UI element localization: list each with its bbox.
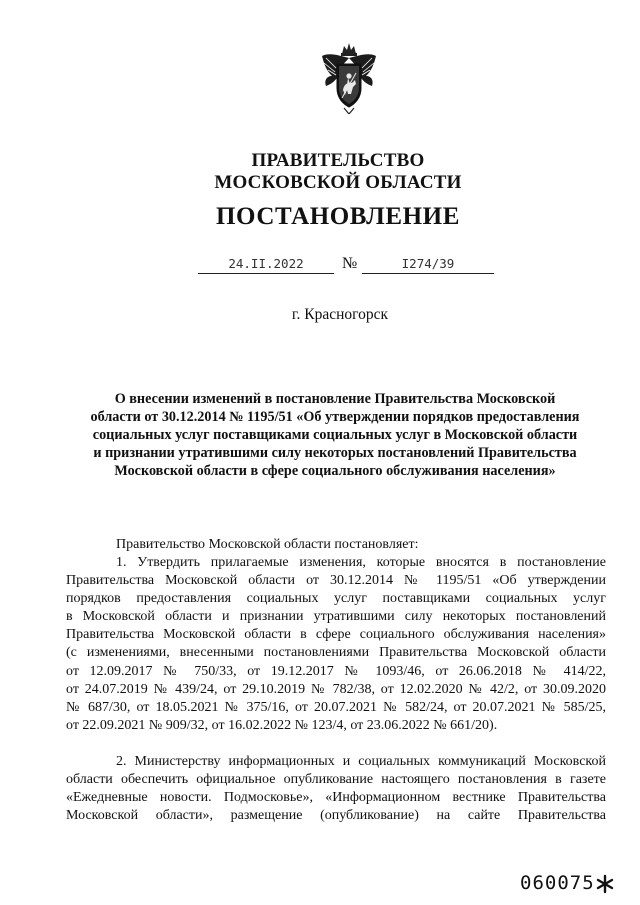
number-sign: № xyxy=(342,255,358,272)
paragraph-line: от 24.07.2019 № 439/24, от 29.10.2019 № 782/38, от 12.02.2020 № 42/2, от 30.09.2020 xyxy=(66,681,606,697)
serial-number: 060075 xyxy=(520,872,595,894)
paragraph-line: области обеспечить официальное опубликование настоящего постановления в газете xyxy=(66,772,606,788)
number-underline xyxy=(362,273,494,274)
city-label: г. Красногорск xyxy=(291,306,389,323)
paragraph-line: в Московской области и признании утратившими силу некоторых постановлений xyxy=(66,609,606,625)
title-line: социальных услуг поставщиками социальных услуг в Московской области xyxy=(92,427,578,443)
paragraph-line: 1. Утвердить прилагаемые изменения, которые вносятся в постановление xyxy=(116,555,606,570)
document-type-heading: ПОСТАНОВЛЕНИЕ xyxy=(215,203,461,230)
paragraph-line: от 12.09.2017 № 750/33, от 19.12.2017 № 1093/46, от 26.06.2018 № 414/22, xyxy=(66,663,606,679)
paragraph-line: (с изменениями, внесенными постановлениями Правительства Московской области xyxy=(66,645,606,661)
government-name-line-1: ПРАВИТЕЛЬСТВО xyxy=(251,150,425,171)
coat-of-arms-icon xyxy=(318,40,380,114)
registration-line xyxy=(198,256,498,278)
paragraph-line: порядков предоставления социальных услуг поставщиками социальных услуг xyxy=(66,591,606,607)
paragraph-line: № 687/30, от 18.05.2021 № 375/16, от 20.07.2021 № 582/24, от 20.07.2021 № 585/25, xyxy=(66,699,606,715)
body-intro: Правительство Московской области постановляет: xyxy=(116,537,419,552)
paragraph-line: 2. Министерству информационных и социальных коммуникаций Московской xyxy=(116,754,606,769)
paragraph-line: Правительства Московской области в сфере социального обслуживания населения» xyxy=(66,627,606,643)
date-underline xyxy=(198,273,334,274)
paragraph-line: Московской области», размещение (опубликование) на сайте Правительства xyxy=(66,808,606,824)
body-intro-block xyxy=(66,536,606,554)
paragraph-line: Правительства Московской области от 30.12.2014 № 1195/51 «Об утверждении xyxy=(66,573,606,589)
paragraph-2 xyxy=(66,753,606,825)
title-line: и признании утратившими силу некоторых постановлений Правительства xyxy=(93,445,577,461)
title-line: Московской области в сфере социального обслуживания населения» xyxy=(114,463,556,479)
paragraph-line: «Ежедневные новости. Подмосковье», «Информационном вестнике Правительства xyxy=(66,790,606,806)
document-number: I274/39 xyxy=(401,256,455,271)
paragraph-line: от 22.09.2021 № 909/32, от 16.02.2022 № 123/4, от 23.06.2022 № 661/20). xyxy=(66,717,498,733)
document-title xyxy=(70,390,600,480)
paragraph-1 xyxy=(66,554,606,735)
title-line: области от 30.12.2014 № 1195/51 «Об утверждении порядков предоставления xyxy=(90,409,580,425)
document-date: 24.II.2022 xyxy=(228,256,304,271)
title-line: О внесении изменений в постановление Правительства Московской xyxy=(114,391,556,407)
government-name-line-2: МОСКОВСКОЙ ОБЛАСТИ xyxy=(214,172,462,193)
asterisk-star-icon xyxy=(595,874,615,894)
